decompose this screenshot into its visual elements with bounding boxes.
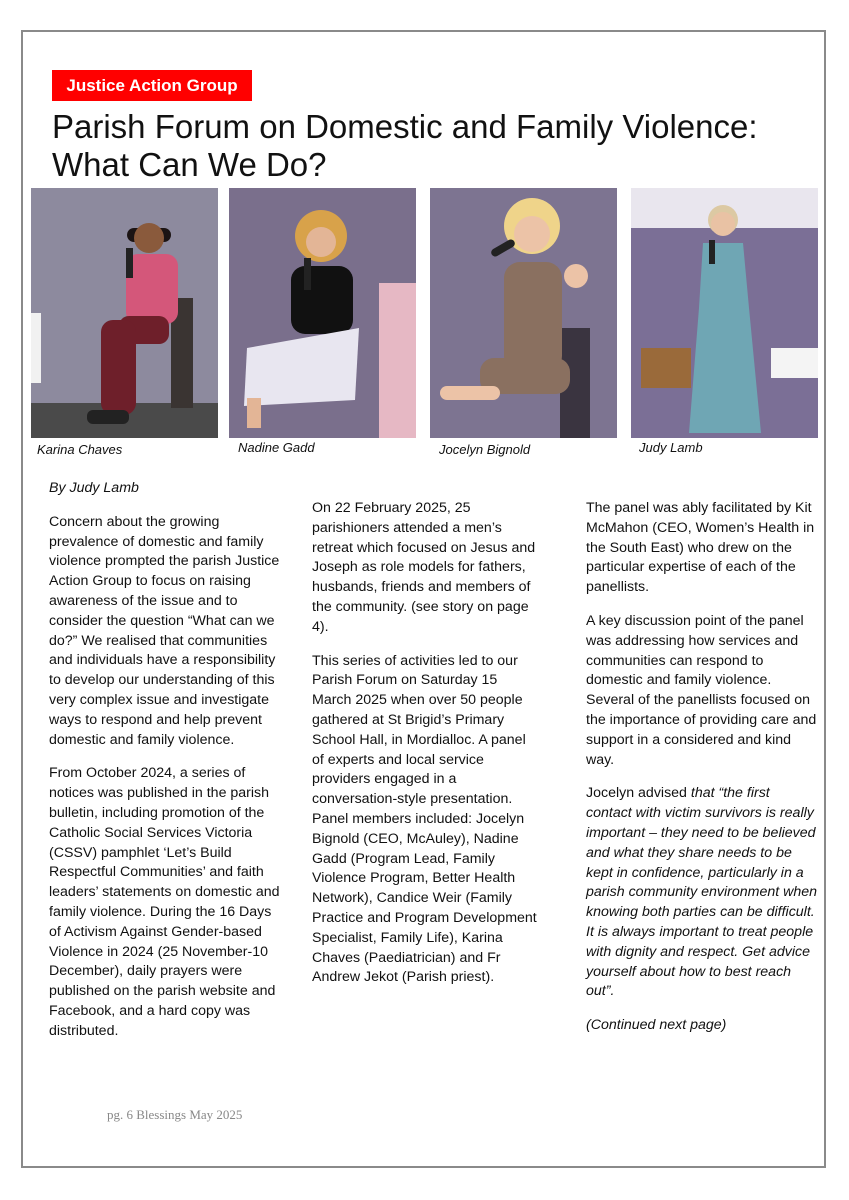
paragraph: This series of activities led to our Parish Forum on Saturday 15 March 2025 when over 50 people gathered at St Brigid’s Primary School Hall, in Mordialloc. A panel of experts and local service providers engaged in a conversation-style presentation. Panel members included: Jocelyn Bignold (CEO, McAuley), Nadine Gadd (Program Lead, Family Violence Program, Better Health Network), Candice Weir (Family Practice and Program Development Specialist, Family Life), Karina Chaves (Paediatrician) and Fr Andrew Jekot (Parish priest). — [312, 652, 537, 986]
article-column-3 — [586, 499, 818, 1050]
paragraph: A key discussion point of the panel was addressing how services and communities can respond to domestic and family violence. Several of the panellists focused on the importance of providing care and support in a considered and kind way. — [586, 612, 817, 768]
photo-jocelyn-bignold — [430, 188, 617, 438]
article-column-1 — [49, 479, 281, 1056]
paragraph: On 22 February 2025, 25 parishioners attended a men’s retreat which focused on Jesus and Joseph as role models for fathers, husbands, friends and members of the community. (see story on page 4). — [312, 500, 536, 635]
paragraph: The panel was ably facilitated by Kit McMahon (CEO, Women’s Health in the South East) who drew on the particular expertise of each of the panellists. — [586, 500, 815, 596]
person-photo-icon — [229, 188, 416, 438]
photo-caption: Jocelyn Bignold — [439, 442, 531, 457]
quote-text: that “the first contact with victim survivors is really important – they need to be believed and what they share needs to be kept in confidence, particularly in a parish community environment when knowing both parties can be difficult. It is always important to treat people with dignity and respect. Get advice yourself about how to best reach out”. — [586, 785, 818, 1000]
paragraph: From October 2024, a series of notices was published in the parish bulletin, including promotion of the Catholic Social Services Victoria (CSSV) pamphlet ‘Let’s Build Respectful Communities’ and faith leaders’ statements on domestic and family violence. During the 16 Days of Activism Against Gender-based Violence in 2024 (25 November-10 December), daily prayers were published on the parish website and Facebook, and a hard copy was distributed. — [49, 765, 280, 1039]
person-photo-icon — [31, 188, 218, 438]
photo-nadine-gadd — [229, 188, 416, 438]
paragraph: Concern about the growing prevalence of domestic and family violence prompted the parish Justice Action Group to focus on raising awareness of the issue and to consider the question “What can we do?” We realised that communities and individuals have a responsibility to develop our understanding of this very complex issue and investigate ways to respond and help prevent domestic and family violence. — [49, 513, 280, 748]
title-line-2: What Can We Do? — [52, 146, 327, 183]
byline: By Judy Lamb — [49, 480, 139, 496]
photo-caption: Nadine Gadd — [238, 440, 315, 455]
section-badge: Justice Action Group — [52, 70, 252, 101]
photo-judy-lamb — [631, 188, 818, 438]
quote-lead: Jocelyn advised — [586, 785, 691, 802]
person-photo-icon — [631, 188, 818, 438]
photo-karina-chaves — [31, 188, 218, 438]
title-line-1: Parish Forum on Domestic and Family Violence: — [52, 108, 758, 145]
article-column-2 — [312, 499, 540, 1002]
page-footer: pg. 6 Blessings May 2025 — [107, 1107, 243, 1122]
page-title — [52, 108, 812, 184]
continued-note: (Continued next page) — [586, 1017, 727, 1034]
paragraph — [586, 784, 818, 1002]
person-photo-icon — [430, 188, 617, 438]
photo-caption: Karina Chaves — [37, 442, 123, 457]
photo-caption: Judy Lamb — [639, 440, 703, 455]
